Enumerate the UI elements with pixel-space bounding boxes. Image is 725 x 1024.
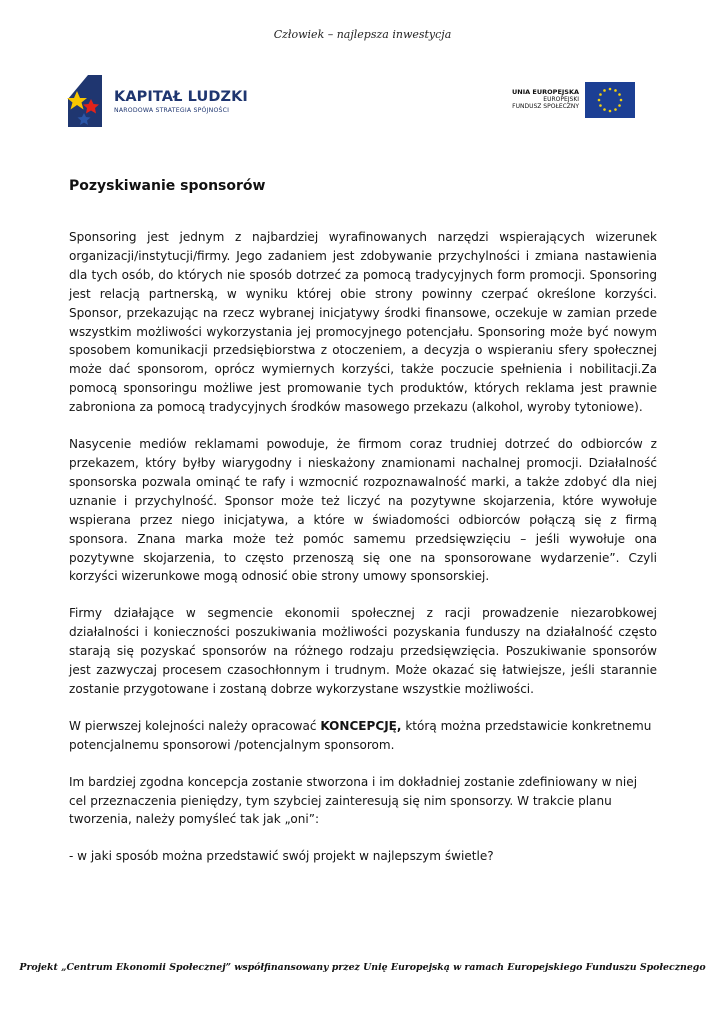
eu-star-icon	[599, 93, 602, 96]
eu-logo	[512, 82, 635, 118]
eu-star-icon	[609, 88, 612, 91]
eu-star-icon	[598, 99, 601, 102]
paragraph-concept	[69, 717, 657, 755]
eu-logo-line3: FUNDUSZ SPOŁECZNY	[512, 102, 580, 110]
kapital-ludzki-subtitle: NARODOWA STRATEGIA SPÓJNOŚCI	[114, 106, 230, 114]
eu-star-icon	[614, 108, 617, 111]
kapital-ludzki-title: KAPITAŁ LUDZKI	[114, 88, 248, 105]
eu-logo-line2: EUROPEJSKI	[543, 95, 580, 103]
eu-flag-icon	[585, 82, 635, 118]
eu-star-icon	[618, 104, 621, 107]
kapital-ludzki-emblem-icon	[62, 71, 108, 131]
paragraph-planning: Im bardziej zgodna koncepcja zostanie stworzona i im dokładniej zostanie zdefiniowany w niej cel przeznaczenia pieniędzy, tym szybciej zainteresują się nim sponsorzy. W trakcie planu tworzenia, należy pomyśleć tak jak „oni”:	[69, 774, 638, 827]
header-slogan: Człowiek – najlepsza inwestycja	[273, 28, 452, 41]
kapital-ludzki-logo	[62, 70, 252, 132]
list-item-question: - w jaki sposób można przedstawić swój projekt w najlepszym świetle?	[69, 849, 494, 864]
eu-star-icon	[603, 89, 606, 92]
eu-star-icon	[603, 108, 606, 111]
concept-emphasis: KONCEPCJĘ,	[320, 718, 402, 733]
eu-star-icon	[599, 104, 602, 107]
concept-text-before: W pierwszej kolejności należy opracować	[69, 718, 321, 733]
eu-star-icon	[620, 99, 623, 102]
paragraph-sponsoring-intro: Sponsoring jest jednym z najbardziej wyrafinowanych narzędzi wspierających wizerunek organizacji/instytucji/firmy. Jego zadaniem jest zdobywanie przychylności i zmiana nastawienia dla tych osób, do których nie sposób dotrzeć za pomocą tradycyjnych form promocji. Sponsoring jest relacją partnerską, w wyniku której obie strony powinny czerpać określone korzyści. Sponsor, przekazując na rzecz wybranej inicjatywy środki finansowe, oczekuje w zamian przede wszystkim możliwości wykorzystania jej promocyjnego potencjału. Sponsoring może być nowym sposobem komunikacji przedsiębiorstwa z otoczeniem, a decyzja o wspieraniu sfery społecznej może dać sponsorom, oprócz wymiernych korzyści, także poczucie spełnienia i nobilitacji.Za pomocą sponsoringu możliwe jest promowanie tych produktów, których reklama jest prawnie zabroniona za pomocą tradycyjnych środków masowego przekazu (alkohol, wyroby tytoniowe).	[69, 230, 657, 415]
concept-text-after: którą można przedstawicie konkretnemu potencjalnemu sponsorowi /potencjalnym sponsorom.	[69, 718, 652, 752]
eu-logo-title: UNIA EUROPEJSKA	[512, 88, 580, 97]
document-heading: Pozyskiwanie sponsorów	[69, 178, 266, 194]
document-body	[69, 228, 657, 884]
paragraph-media-saturation: Nasycenie mediów reklamami powoduje, że firmom coraz trudniej dotrzeć do odbiorców z przekazem, który byłby wiarygodny i nieskażony znamionami nachalnej promocji. Działalność sponsorska pozwala ominąć te rafy i wzmocnić rozpoznawalność marki, a także zdobyć dla niej uznanie i przychylność. Sponsor może też liczyć na pozytywne skojarzenia, które wywołuje wspierana przez niego inicjatywa, a które w świadomości odbiorców połączą się z firmą sponsora. Znana marka może też pomóc samemu przedsięwzięciu – jeśli wywołuje ona pozytywne skojarzenia, to często przenoszą się one na sponsorowane wydarzenie”. Czyli korzyści wizerunkowe mogą odnosić obie strony umowy sponsorskiej.	[69, 437, 657, 584]
eu-star-icon	[614, 89, 617, 92]
paragraph-social-economy: Firmy działające w segmencie ekonomii społecznej z racji prowadzenie niezarobkowej działalności i konieczności poszukiwania możliwości pozyskania funduszy na działalność często starają się pozyskać sponsorów na różnego rodzaju przedsięwzięcia. Poszukiwanie sponsorów jest zazwyczaj procesem czasochłonnym i trudnym. Może okazać się łatwiejsze, jeśli starannie zostanie przygotowane i zostaną dobrze wykorzystane wszystkie możliwości.	[69, 606, 657, 696]
footer-project-note: Projekt „Centrum Ekonomii Społecznej” współfinansowany przez Unię Europejską w ramach Europejskiego Funduszu Społecznego	[19, 962, 706, 973]
eu-star-icon	[618, 93, 621, 96]
eu-star-icon	[609, 110, 612, 113]
